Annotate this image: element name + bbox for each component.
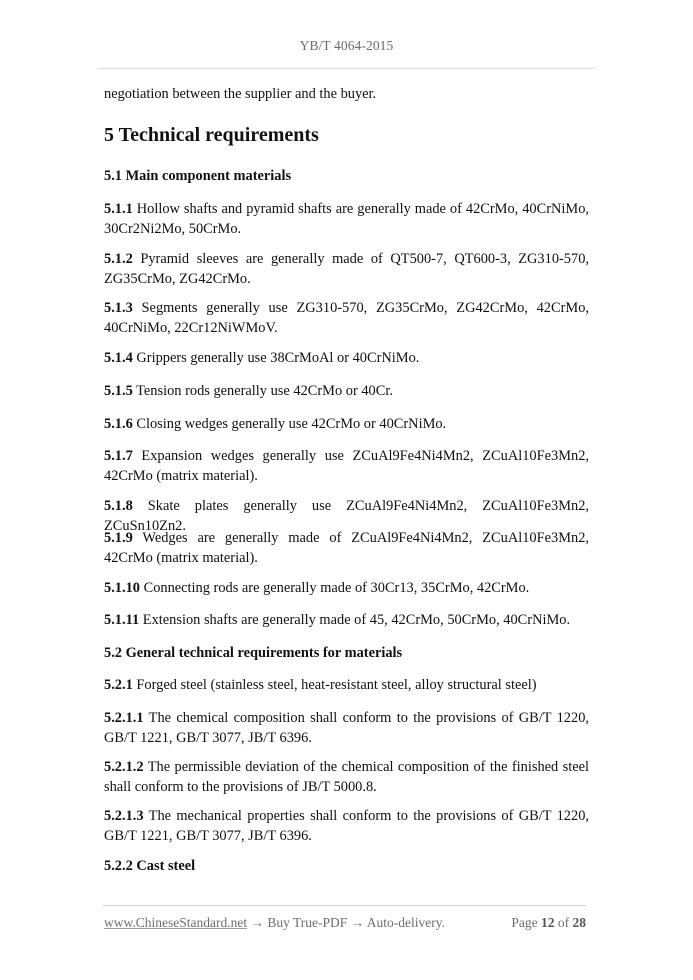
clause-text: The mechanical properties shall conform to the provisions of GB/T 1220, GB/T 1221, GB/T 3077, JB/T 6396. xyxy=(104,808,589,844)
clause-paragraph xyxy=(104,578,589,598)
auto-delivery-text: Auto-delivery. xyxy=(366,915,446,930)
clause-text: Expansion wedges generally use ZCuAl9Fe4Ni4Mn2, ZCuAl10Fe3Mn2, 42CrMo (matrix material). xyxy=(104,448,589,484)
footer-promo xyxy=(104,915,445,931)
subsection-heading: 5.1 Main component materials xyxy=(104,168,292,184)
clause-text: Segments generally use ZG310-570, ZG35CrMo, ZG42CrMo, 42CrMo, 40CrNiMo, 22Cr12NiWMoV. xyxy=(104,300,589,336)
page-of: of xyxy=(557,915,570,930)
clause-number: 5.1.9 xyxy=(104,530,133,546)
header-divider xyxy=(98,68,595,69)
clause-paragraph xyxy=(104,446,589,486)
clause-number: 5.1.5 xyxy=(104,383,133,399)
clause-number: 5.1.8 xyxy=(104,498,133,514)
clause-number: 5.1.4 xyxy=(104,350,133,366)
clause-paragraph xyxy=(104,806,589,846)
clause-text: The chemical composition shall conform to the provisions of GB/T 1220, GB/T 1221, GB/T 3077, JB/T 6396. xyxy=(104,710,589,746)
clause-number: 5.1.1 xyxy=(104,201,133,217)
chinesestandard-link[interactable]: www.ChineseStandard.net xyxy=(104,915,248,930)
clause-number: 5.2.1.1 xyxy=(104,710,144,726)
clause-paragraph xyxy=(104,414,589,434)
footer-divider xyxy=(103,905,586,906)
paragraph xyxy=(104,84,589,104)
clause-text: The permissible deviation of the chemical composition of the finished steel shall conform to the provisions of JB/T 5000.8. xyxy=(104,759,590,795)
page-total: 28 xyxy=(572,915,586,930)
clause-text: Skate plates generally use ZCuAl9Fe4Ni4Mn2, ZCuAl10Fe3Mn2, ZCuSn10Zn2. xyxy=(104,498,589,534)
section-heading: 5 Technical requirements xyxy=(104,124,319,146)
page-label: Page xyxy=(511,915,538,930)
clause-paragraph xyxy=(104,249,589,289)
clause-number: 5.1.3 xyxy=(104,300,133,316)
subsection-heading: 5.2 General technical requirements for materials xyxy=(104,645,403,661)
document-header-title: YB/T 4064-2015 xyxy=(299,38,394,53)
clause-number: 5.1.2 xyxy=(104,251,133,267)
clause-text: Connecting rods are generally made of 30Cr13, 35CrMo, 42CrMo. xyxy=(143,580,530,596)
clause-paragraph xyxy=(104,610,589,630)
clause-paragraph xyxy=(104,381,589,401)
clause-text: Tension rods generally use 42CrMo or 40Cr. xyxy=(136,383,393,399)
clause-text: Forged steel (stainless steel, heat-resistant steel, alloy structural steel) xyxy=(136,677,537,693)
arrow-right-icon: → xyxy=(250,915,264,930)
clause-paragraph xyxy=(104,528,589,568)
clause-text: Extension shafts are generally made of 45, 42CrMo, 50CrMo, 40CrNiMo. xyxy=(142,612,571,628)
clause-text: Pyramid sleeves are generally made of QT500-7, QT600-3, ZG310-570, ZG35CrMo, ZG42CrMo. xyxy=(104,251,589,287)
clause-text: Hollow shafts and pyramid shafts are generally made of 42CrMo, 40CrNiMo, 30Cr2Ni2Mo, 50CrMo. xyxy=(104,201,589,237)
clause-text: Closing wedges generally use 42CrMo or 40CrNiMo. xyxy=(136,416,447,432)
clause-number: 5.1.6 xyxy=(104,416,133,432)
page-current: 12 xyxy=(541,915,555,930)
page-footer xyxy=(104,915,586,931)
clause-text: Wedges are generally made of ZCuAl9Fe4Ni4Mn2, ZCuAl10Fe3Mn2, 42CrMo (matrix material). xyxy=(104,530,589,566)
clause-number: 5.1.7 xyxy=(104,448,133,464)
clause-paragraph xyxy=(104,708,589,748)
clause-paragraph xyxy=(104,298,589,338)
clause-number: 5.2.1.2 xyxy=(104,759,144,775)
clause-text: negotiation between the supplier and the buyer. xyxy=(104,86,377,102)
page-number xyxy=(511,915,586,931)
arrow-right-icon: → xyxy=(350,915,365,930)
buy-true-pdf-text: Buy True-PDF xyxy=(267,915,348,930)
clause-paragraph xyxy=(104,199,589,239)
clause-number: 5.1.10 xyxy=(104,580,140,596)
clause-number: 5.2.1 xyxy=(104,677,133,693)
clause-text: Grippers generally use 38CrMoAl or 40CrNiMo. xyxy=(136,350,420,366)
subsection-heading: 5.2.2 Cast steel xyxy=(104,858,196,874)
clause-number: 5.2.1.3 xyxy=(104,808,144,824)
clause-paragraph xyxy=(104,348,589,368)
clause-paragraph xyxy=(104,675,589,695)
clause-number: 5.1.11 xyxy=(104,612,140,628)
clause-paragraph xyxy=(104,757,589,797)
